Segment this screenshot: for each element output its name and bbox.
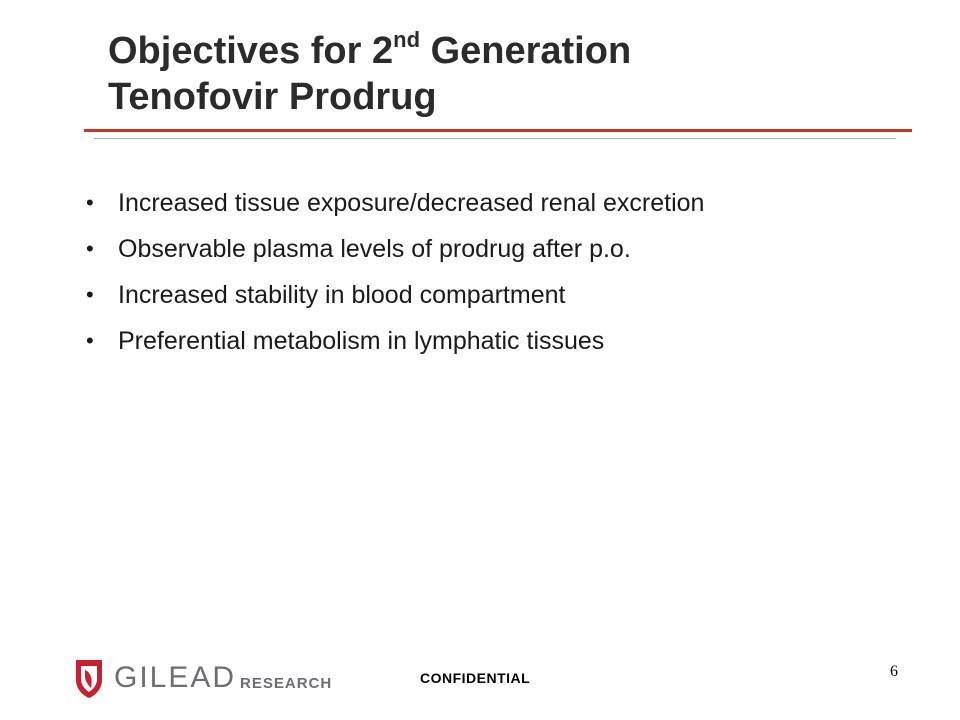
logo-wordmark: GILEAD xyxy=(114,661,237,694)
title-divider-red xyxy=(84,129,912,132)
bullet-item xyxy=(86,226,906,272)
page-number: 6 xyxy=(890,663,898,680)
title-line1-suffix: Generation xyxy=(420,30,632,72)
bullet-marker: • xyxy=(86,282,94,307)
bullet-text: Preferential metabolism in lymphatic tissues xyxy=(118,327,605,355)
bullet-list xyxy=(86,180,906,364)
bullet-item xyxy=(86,318,906,364)
bullet-marker: • xyxy=(86,236,94,261)
bullet-text: Observable plasma levels of prodrug after p.o. xyxy=(118,235,631,263)
bullet-marker: • xyxy=(86,328,94,353)
slide-title xyxy=(108,28,908,120)
bullet-item xyxy=(86,180,906,226)
title-line1-text: Objectives for 2 xyxy=(108,30,394,72)
title-divider-grey xyxy=(94,138,896,139)
gilead-shield-icon xyxy=(72,656,106,700)
bullet-text: Increased stability in blood compartment xyxy=(118,281,566,309)
bullet-text: Increased tissue exposure/decreased renal excretion xyxy=(118,189,705,217)
title-line2-text: Tenofovir Prodrug xyxy=(108,76,437,118)
bullet-marker: • xyxy=(86,190,94,215)
bullet-item xyxy=(86,272,906,318)
title-superscript: nd xyxy=(393,27,421,53)
gilead-logo xyxy=(72,656,332,700)
logo-subtitle: RESEARCH xyxy=(240,675,333,692)
confidential-label: CONFIDENTIAL xyxy=(420,670,531,686)
